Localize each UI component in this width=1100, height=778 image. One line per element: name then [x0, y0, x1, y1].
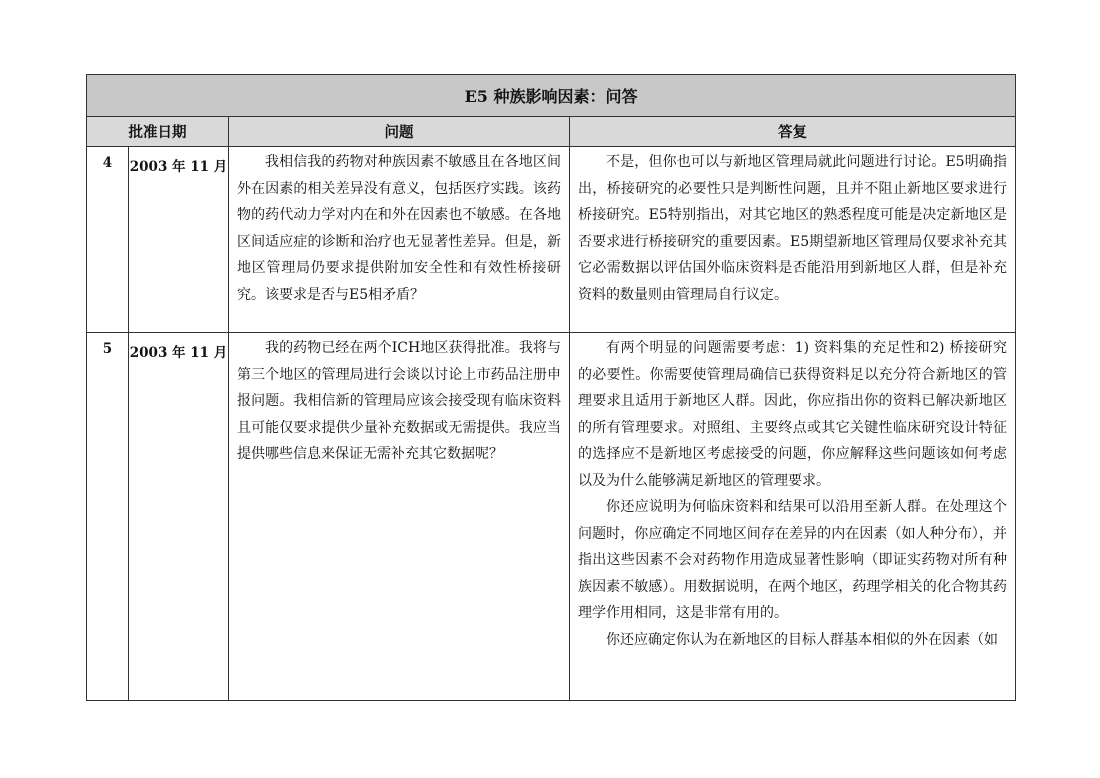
- table-title-row: [87, 75, 1016, 117]
- table-row: [87, 333, 1016, 701]
- answer-paragraph: 有两个明显的问题需要考虑：1) 资料集的充足性和2) 桥接研究的必要性。你需要使管理局确信已获得资料足以充分符合新地区的管理要求且适用于新地区人群。因此，你应指出你的资料已解决新地区的所有管理要求。对照组、主要终点或其它关键性临床研究设计特征的选择应不是新地区考虑接受的问题，你应解释这些问题该如何考虑以及为什么能够满足新地区的管理要求。: [578, 340, 1008, 489]
- table-row: [87, 147, 1016, 333]
- answer-paragraph: 你还应确定你认为在新地区的目标人群基本相似的外在因素（如: [606, 631, 998, 648]
- question-text: 我的药物已经在两个ICH地区获得批准。我将与第三个地区的管理局进行会谈以讨论上市药品注册申报问题。我相信新的管理局应该会接受现有临床资料且可能仅要求提供少量补充数据或无需提供。我应当提供哪些信息来保证无需补充其它数据呢？: [237, 340, 561, 462]
- header-question: 问题: [229, 117, 570, 147]
- answer-cell: [570, 147, 1016, 333]
- question-text: 我相信我的药物对种族因素不敏感且在各地区间外在因素的相关差异没有意义，包括医疗实践。该药物的药代动力学对内在和外在因素也不敏感。在各地区间适应症的诊断和治疗也无显著性差异。但是，新地区管理局仍要求提供附加安全性和有效性桥接研究。该要求是否与E5相矛盾？: [237, 154, 561, 303]
- question-cell: [229, 333, 570, 701]
- answer-cell: [570, 333, 1016, 701]
- table-header-row: [87, 117, 1016, 147]
- row-approval-date: 2003 年 11 月: [129, 333, 229, 701]
- answer-paragraph: 你还应说明为何临床资料和结果可以沿用至新人群。在处理这个问题时，你应确定不同地区间存在差异的内在因素（如人种分布），并指出这些因素不会对药物作用造成显著性影响（即证实药物对所有种族因素不敏感）。用数据说明，在两个地区，药理学相关的化合物其药理学作用相同，这是非常有用的。: [578, 499, 1008, 621]
- row-number: 5: [87, 333, 129, 701]
- answer-paragraph: 不是，但你也可以与新地区管理局就此问题进行讨论。E5明确指出，桥接研究的必要性只是判断性问题，且并不阻止新地区要求进行桥接研究。E5特别指出，对其它地区的熟悉程度可能是决定新地区是否要求进行桥接研究的重要因素。E5期望新地区管理局仅要求补充其它必需数据以评估国外临床资料是否能沿用到新地区人群，但是补充资料的数量则由管理局自行议定。: [578, 154, 1008, 303]
- header-approval-date: 批准日期: [87, 117, 229, 147]
- qa-table: [86, 74, 1016, 701]
- row-number: 4: [87, 147, 129, 333]
- question-cell: [229, 147, 570, 333]
- row-approval-date: 2003 年 11 月: [129, 147, 229, 333]
- header-answer: 答复: [570, 117, 1016, 147]
- table-title: E5 种族影响因素：问答: [87, 75, 1016, 117]
